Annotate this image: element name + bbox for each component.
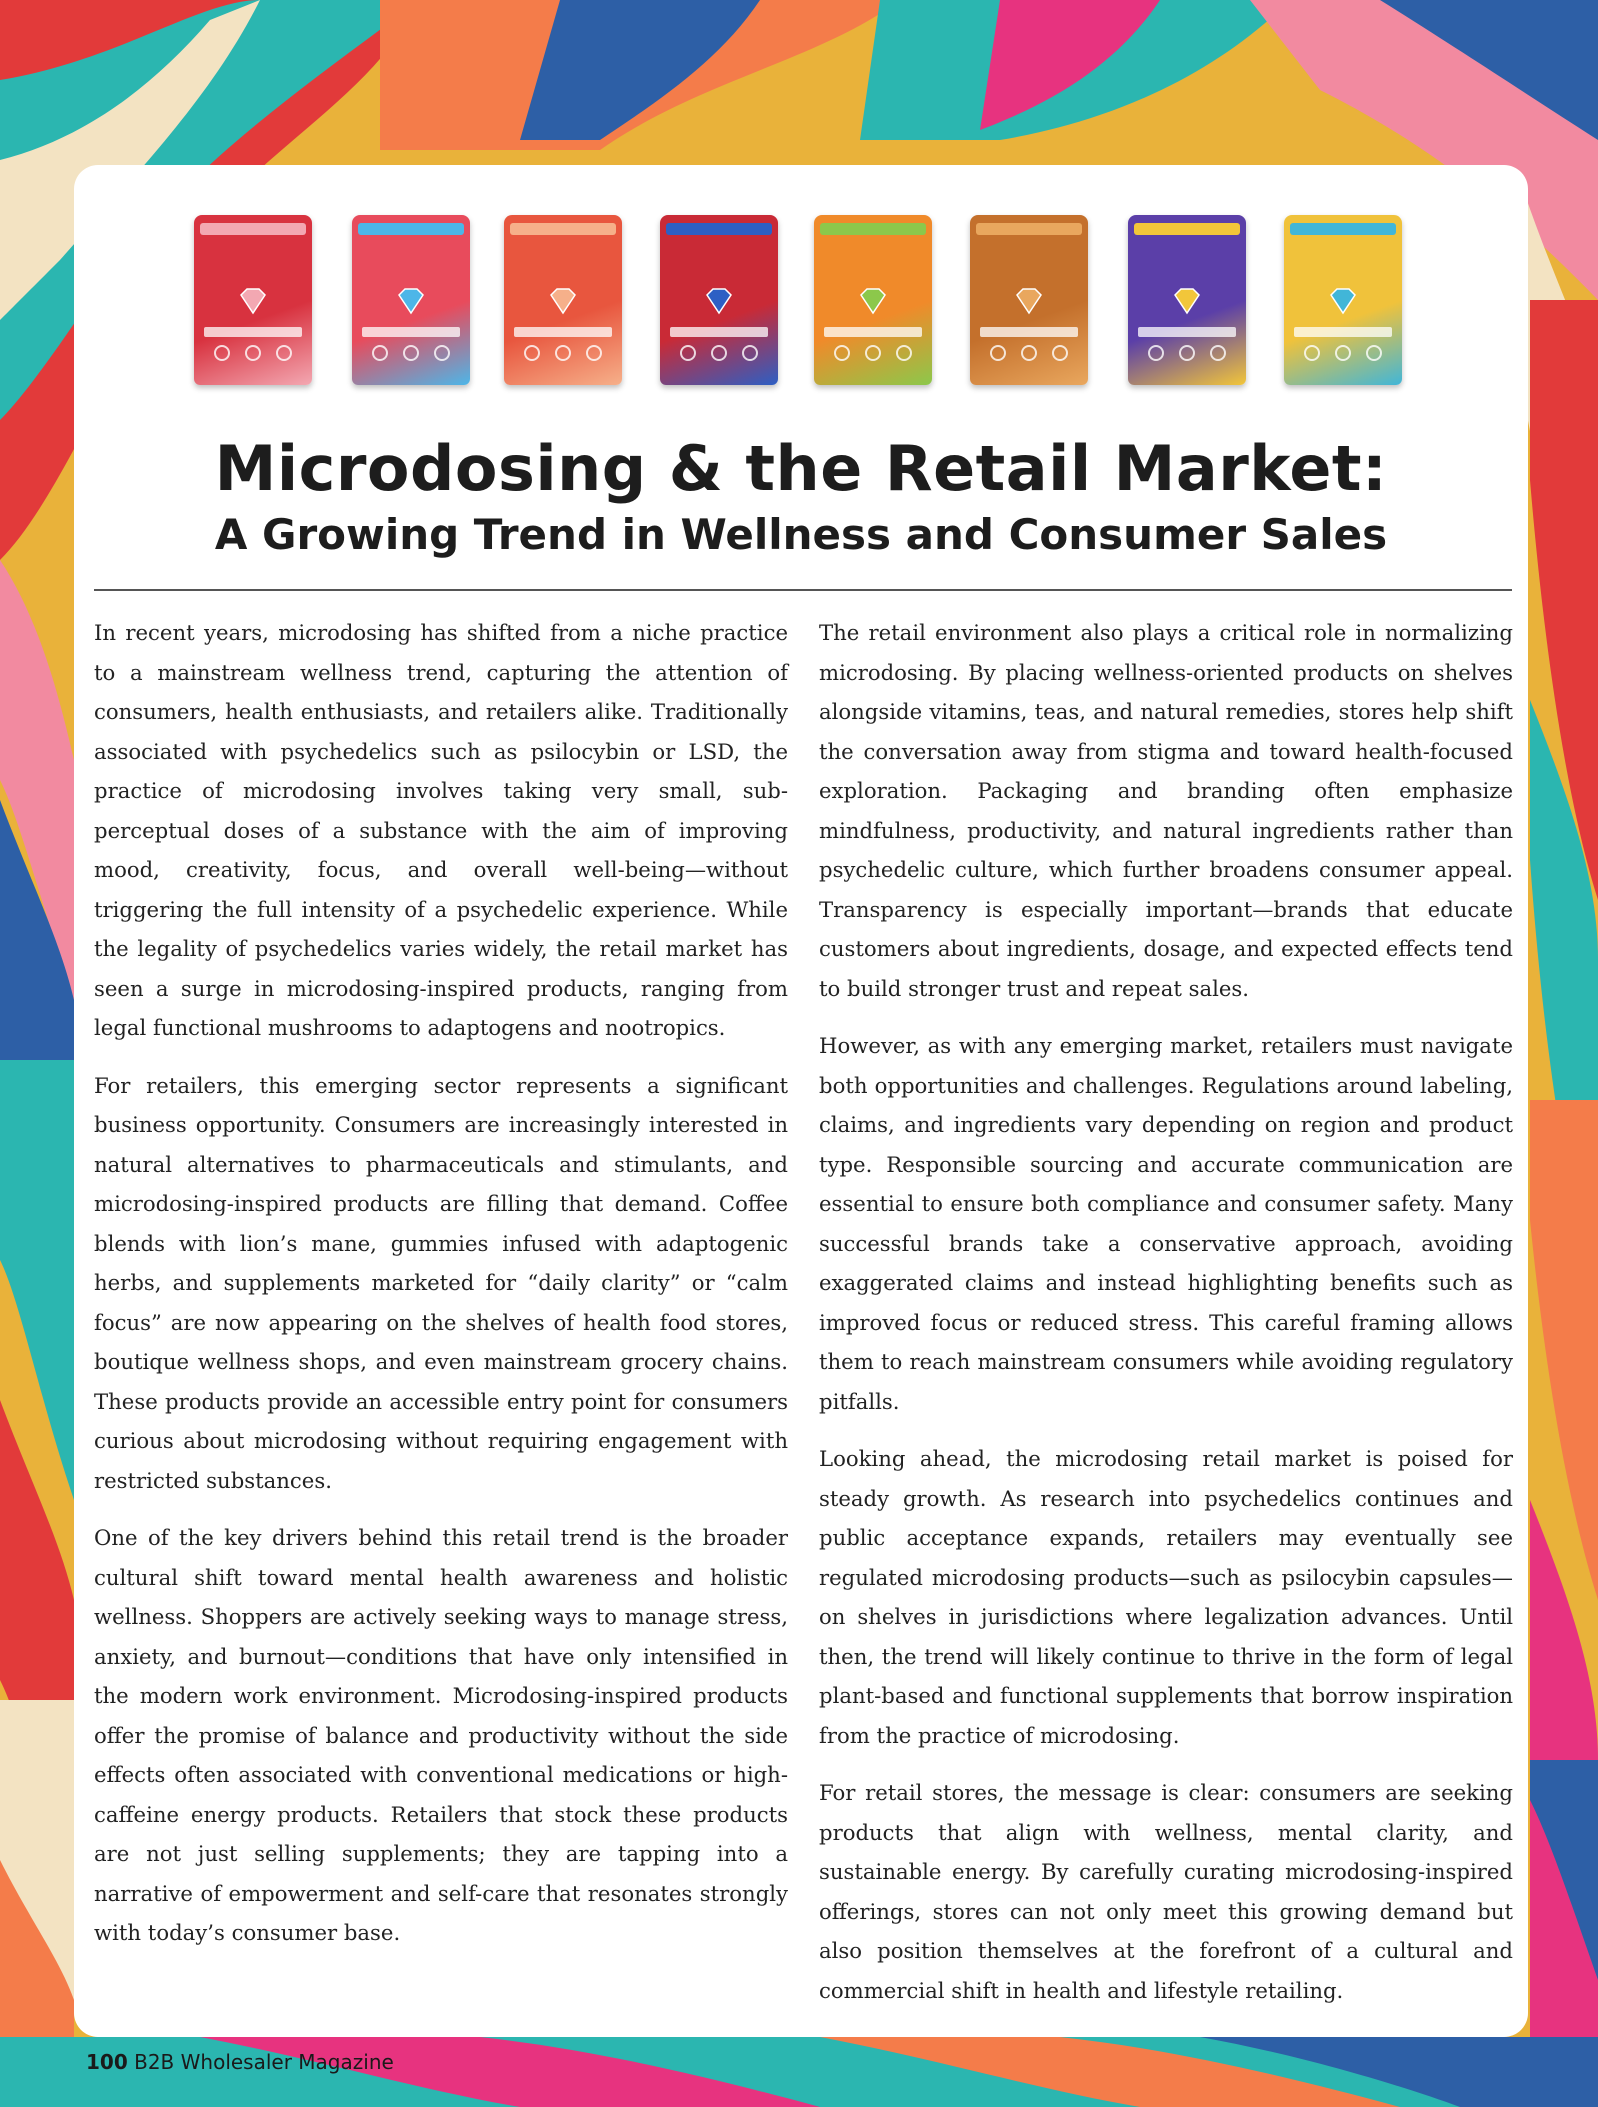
- publication-name: B2B Wholesaler Magazine: [134, 2050, 394, 2074]
- product-package: [504, 215, 622, 385]
- product-package: [660, 215, 778, 385]
- diamond-icon: [1327, 287, 1359, 315]
- feature-badge-icon: [865, 345, 881, 361]
- flavor-label: [204, 327, 302, 337]
- package-banner: [820, 223, 926, 235]
- package-banner: [1290, 223, 1396, 235]
- paragraph: In recent years, microdosing has shifted from a niche practice to a mainstream wellness trend, capturing the attention of consumers, health enthusiasts, and retailers alike. Traditionally associated with psychedelics such as psilocybin or LSD, the practice of microdosing involves taking very small, sub-perceptual doses of a substance with the aim of improving mood, creativity, focus, and overall well-being—without triggering the full intensity of a psychedelic experience. While the legality of psychedelics varies widely, the retail market has seen a surge in microdosing-inspired products, ranging from legal functional mushrooms to adaptogens and nootropics.: [94, 620, 788, 1040]
- diamond-icon: [1013, 287, 1045, 315]
- package-banner: [510, 223, 616, 235]
- package-feature-icons: [214, 345, 292, 361]
- flavor-label: [670, 327, 768, 337]
- feature-badge-icon: [1335, 345, 1351, 361]
- feature-badge-icon: [372, 345, 388, 361]
- feature-badge-icon: [586, 345, 602, 361]
- paragraph: The retail environment also plays a critical role in normalizing microdosing. By placing wellness-oriented products on shelves alongside vitamins, teas, and natural remedies, stores help shift the conversation away from stigma and toward health-focused exploration. Packaging and branding often emphasize mindfulness, productivity, and natural ingredients rather than psychedelic culture, which further broadens consumer appeal. Transparency is especially important—brands that educate customers about ingredients, dosage, and expected effects tend to build stronger trust and repeat sales.: [819, 620, 1513, 1001]
- diamond-icon: [857, 287, 889, 315]
- feature-badge-icon: [1210, 345, 1226, 361]
- feature-badge-icon: [214, 345, 230, 361]
- page-footer: [86, 2050, 394, 2074]
- article-column-left: [94, 613, 788, 1971]
- product-package: [352, 215, 470, 385]
- feature-badge-icon: [276, 345, 292, 361]
- feature-badge-icon: [1052, 345, 1068, 361]
- product-package: [194, 215, 312, 385]
- headline: Microdosing & the Retail Market:: [214, 432, 1388, 505]
- package-banner: [666, 223, 772, 235]
- diamond-icon: [703, 287, 735, 315]
- page-number: 100: [86, 2050, 128, 2074]
- package-feature-icons: [524, 345, 602, 361]
- diamond-icon: [237, 287, 269, 315]
- product-package: [814, 215, 932, 385]
- package-feature-icons: [834, 345, 912, 361]
- diamond-icon: [1171, 287, 1203, 315]
- feature-badge-icon: [711, 345, 727, 361]
- title-divider: [94, 589, 1512, 591]
- feature-badge-icon: [1304, 345, 1320, 361]
- feature-badge-icon: [680, 345, 696, 361]
- feature-badge-icon: [896, 345, 912, 361]
- diamond-icon: [547, 287, 579, 315]
- feature-badge-icon: [1021, 345, 1037, 361]
- package-feature-icons: [372, 345, 450, 361]
- article-column-right: [819, 613, 1513, 2028]
- feature-badge-icon: [245, 345, 261, 361]
- flavor-label: [980, 327, 1078, 337]
- subheadline: A Growing Trend in Wellness and Consumer Sales: [214, 510, 1388, 559]
- flavor-label: [1138, 327, 1236, 337]
- package-feature-icons: [680, 345, 758, 361]
- feature-badge-icon: [555, 345, 571, 361]
- package-banner: [200, 223, 306, 235]
- package-feature-icons: [1148, 345, 1226, 361]
- diamond-icon: [395, 287, 427, 315]
- feature-badge-icon: [742, 345, 758, 361]
- paragraph: One of the key drivers behind this retail trend is the broader cultural shift toward mental health awareness and holistic wellness. Shoppers are actively seeking ways to manage stress, anxiety, and burnout—conditions that have only intensified in the modern work environment. Microdosing-inspired products offer the promise of balance and productivity without the side effects often associated with conventional medications or high-caffeine energy products. Retailers that stock these products are not just selling supplements; they are tapping into a narrative of empowerment and self-care that resonates strongly with today’s consumer base.: [94, 1525, 788, 1945]
- paragraph: Looking ahead, the microdosing retail market is poised for steady growth. As research into psychedelics continues and public acceptance expands, retailers may eventually see regulated microdosing products—such as psilocybin capsules—on shelves in jurisdictions where legalization advances. Until then, the trend will likely continue to thrive in the form of legal plant-based and functional supplements that borrow inspiration from the practice of microdosing.: [819, 1446, 1513, 1748]
- package-banner: [358, 223, 464, 235]
- package-feature-icons: [1304, 345, 1382, 361]
- flavor-label: [362, 327, 460, 337]
- article-card: [74, 165, 1528, 2037]
- feature-badge-icon: [403, 345, 419, 361]
- flavor-label: [824, 327, 922, 337]
- product-package: [1284, 215, 1402, 385]
- flavor-label: [514, 327, 612, 337]
- feature-badge-icon: [1179, 345, 1195, 361]
- feature-badge-icon: [1148, 345, 1164, 361]
- feature-badge-icon: [524, 345, 540, 361]
- flavor-label: [1294, 327, 1392, 337]
- feature-badge-icon: [434, 345, 450, 361]
- product-package: [970, 215, 1088, 385]
- feature-badge-icon: [990, 345, 1006, 361]
- paragraph: However, as with any emerging market, retailers must navigate both opportunities and challenges. Regulations around labeling, claims, and ingredients vary depending on region and product type. Responsible sourcing and accurate communication are essential to ensure both compliance and consumer safety. Many successful brands take a conservative approach, avoiding exaggerated claims and instead highlighting benefits such as improved focus or reduced stress. This careful framing allows them to reach mainstream consumers while avoiding regulatory pitfalls.: [819, 1033, 1513, 1414]
- product-lineup: [194, 215, 1434, 415]
- paragraph: For retail stores, the message is clear: consumers are seeking products that align with wellness, mental clarity, and sustainable energy. By carefully curating microdosing-inspired offerings, stores can not only meet this growing demand but also position themselves at the forefront of a cultural and commercial shift in health and lifestyle retailing.: [819, 1780, 1513, 2003]
- paragraph: For retailers, this emerging sector represents a significant business opportunity. Consumers are increasingly interested in natural alternatives to pharmaceuticals and stimulants, and microdosing-inspired products are filling that demand. Coffee blends with lion’s mane, gummies infused with adaptogenic herbs, and supplements marketed for “daily clarity” or “calm focus” are now appearing on the shelves of health food stores, boutique wellness shops, and even mainstream grocery chains. These products provide an accessible entry point for consumers curious about microdosing without requiring engagement with restricted substances.: [94, 1072, 788, 1493]
- package-feature-icons: [990, 345, 1068, 361]
- product-package: [1128, 215, 1246, 385]
- feature-badge-icon: [1366, 345, 1382, 361]
- package-banner: [1134, 223, 1240, 235]
- title-block: [74, 430, 1528, 562]
- feature-badge-icon: [834, 345, 850, 361]
- package-banner: [976, 223, 1082, 235]
